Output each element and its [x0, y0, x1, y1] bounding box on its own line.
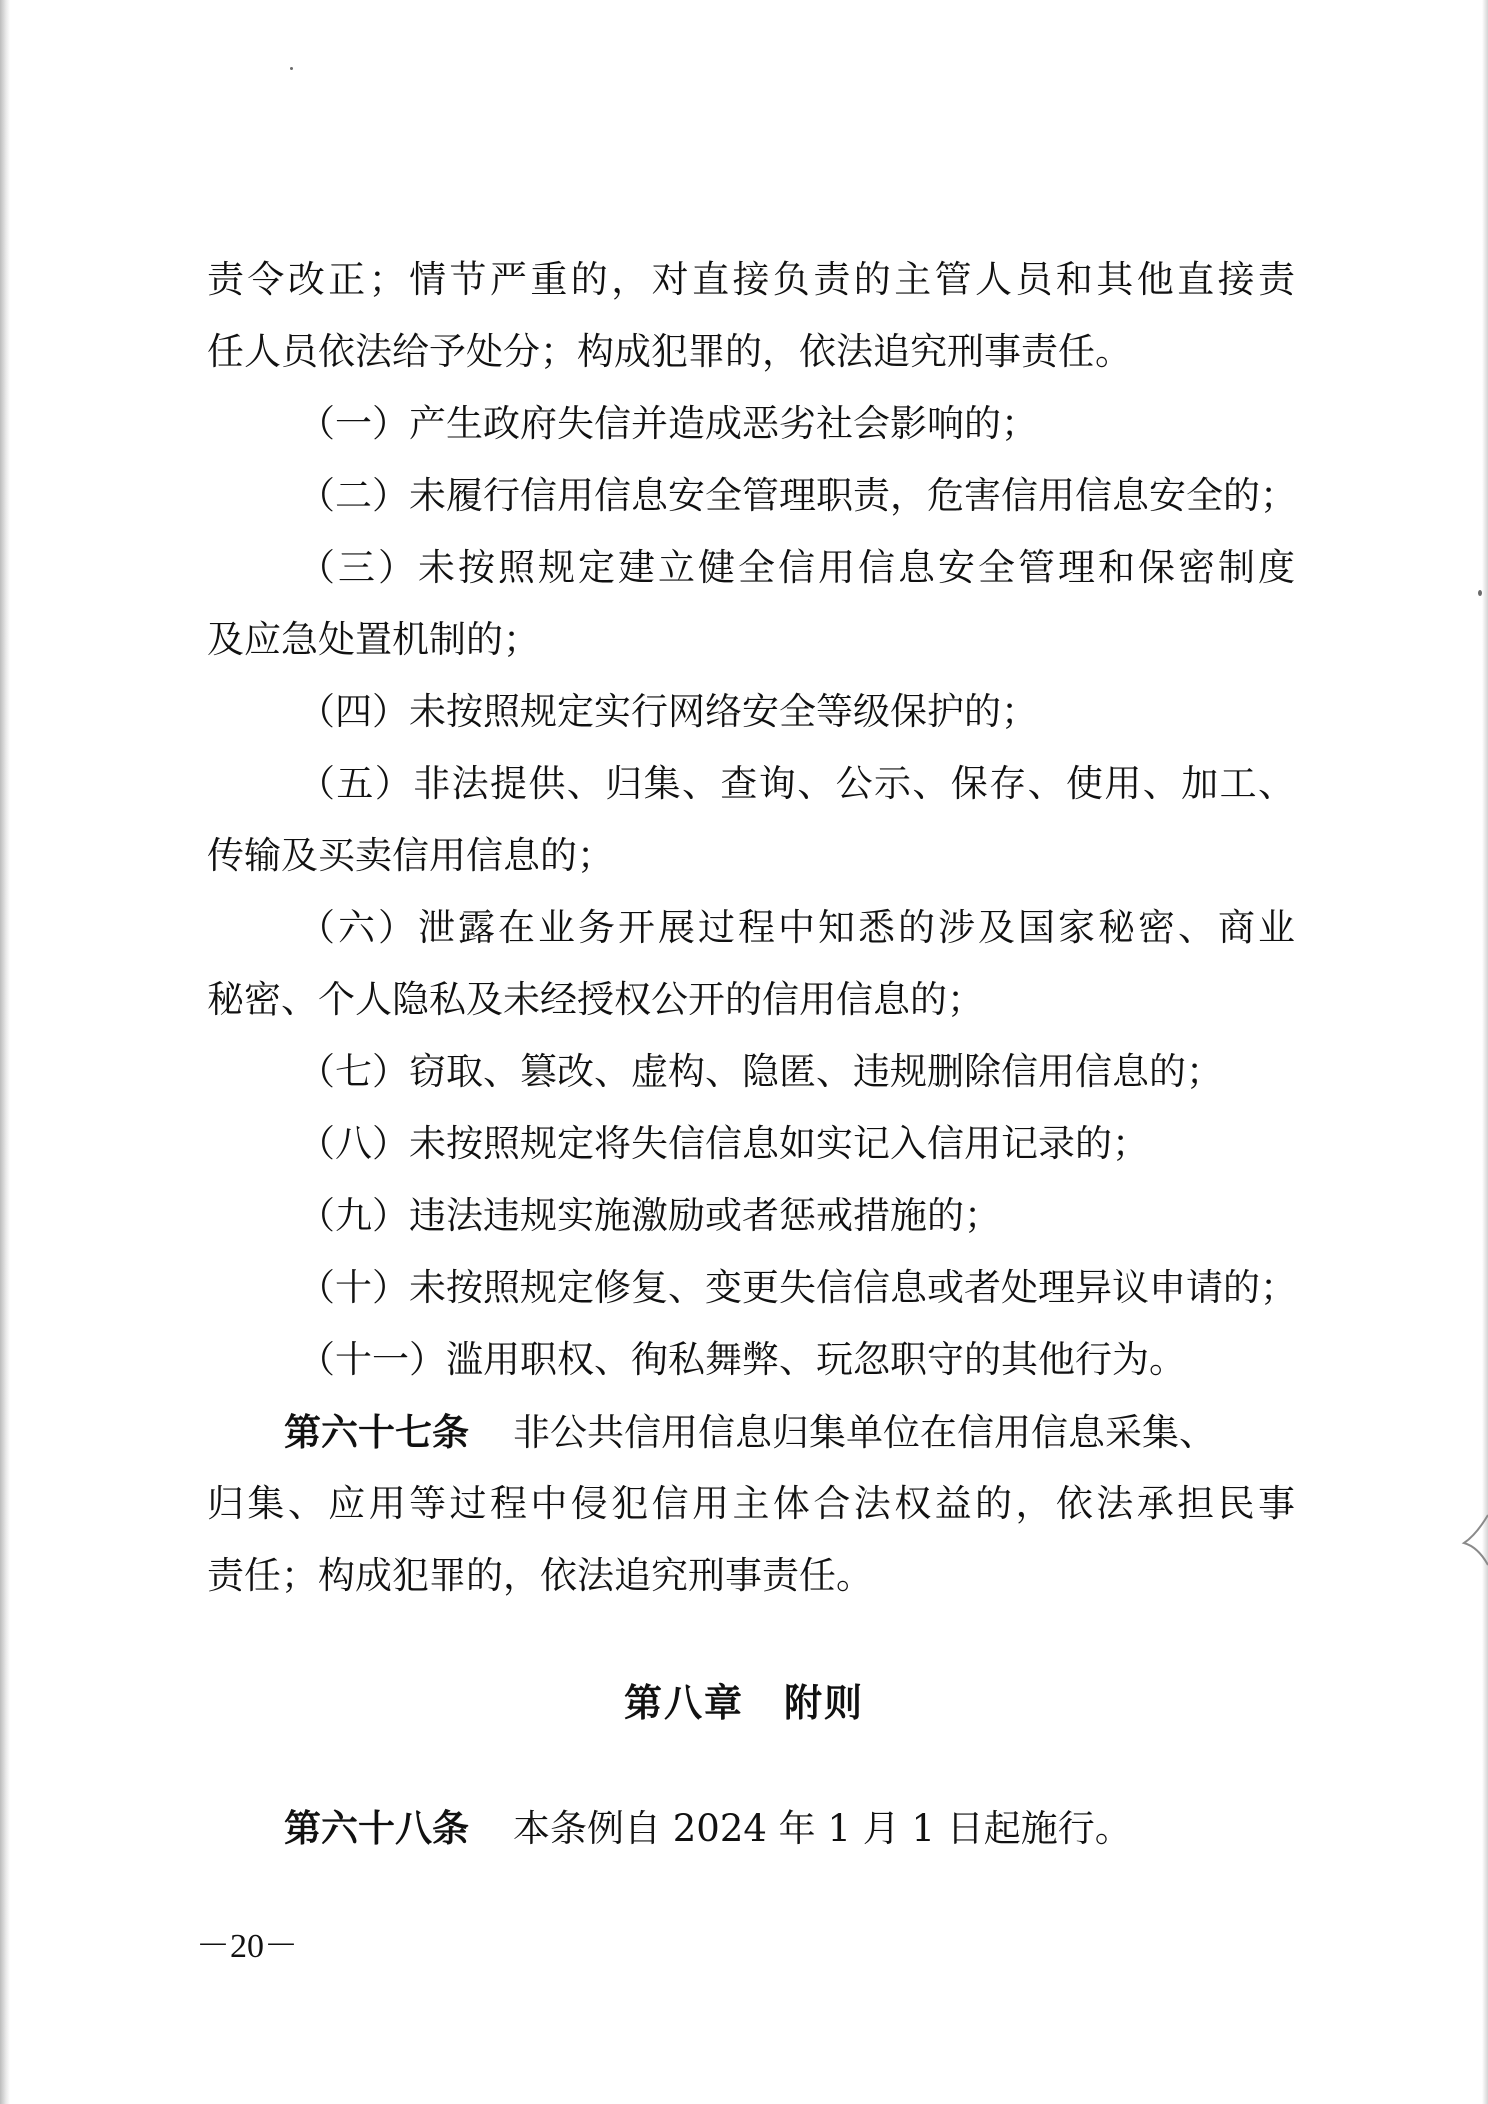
- article-68-text: 本条例自 2024 年 1 月 1 日起施行。: [513, 1807, 1132, 1850]
- list-item-3: （三）未按照规定建立健全信用信息安全管理和保密制度: [298, 546, 1295, 589]
- article-67-line-3: 责任；构成犯罪的，依法追究刑事责任。: [207, 1554, 873, 1597]
- article-67-line-2: 归集、应用等过程中侵犯信用主体合法权益的，依法承担民事: [207, 1482, 1295, 1525]
- list-item-4: （四）未按照规定实行网络安全等级保护的；: [298, 690, 1038, 733]
- list-item-7: （七）窃取、篡改、虚构、隐匿、违规删除信用信息的；: [298, 1050, 1223, 1093]
- body-line-2: 任人员依法给予处分；构成犯罪的，依法追究刑事责任。: [207, 330, 1132, 373]
- scan-speck: [290, 67, 293, 70]
- article-67-text-1: 非公共信用信息归集单位在信用信息采集、: [513, 1411, 1216, 1454]
- list-item-9: （九）违法违规实施激励或者惩戒措施的；: [298, 1194, 1001, 1237]
- article-68-label: 第六十八条: [284, 1806, 469, 1850]
- list-item-6-cont: 秘密、个人隐私及未经授权公开的信用信息的；: [207, 978, 984, 1021]
- scan-left-edge: [0, 0, 10, 2104]
- body-line-1: 责令改正；情节严重的，对直接负责的主管人员和其他直接责: [207, 258, 1295, 301]
- list-item-5-cont: 传输及买卖信用信息的；: [207, 834, 614, 877]
- list-item-10: （十）未按照规定修复、变更失信信息或者处理异议申请的；: [298, 1266, 1297, 1309]
- article-67-label: 第六十七条: [284, 1410, 469, 1454]
- list-item-6: （六）泄露在业务开展过程中知悉的涉及国家秘密、商业: [298, 906, 1295, 949]
- page-number: －20－: [196, 1928, 298, 1965]
- list-item-2: （二）未履行信用信息安全管理职责，危害信用信息安全的；: [298, 474, 1297, 517]
- list-item-3-cont: 及应急处置机制的；: [207, 618, 540, 661]
- article-67-line-1: [284, 1404, 1295, 1460]
- page-tear-mark: [1458, 1505, 1488, 1575]
- list-item-5: （五）非法提供、归集、查询、公示、保存、使用、加工、: [298, 762, 1295, 805]
- list-item-1: （一）产生政府失信并造成恶劣社会影响的；: [298, 402, 1038, 445]
- list-item-11: （十一）滥用职权、徇私舞弊、玩忽职守的其他行为。: [298, 1338, 1186, 1381]
- scan-right-edge: [1482, 0, 1488, 2104]
- chapter-heading: 第八章 附则: [623, 1680, 864, 1725]
- article-68-line: [284, 1800, 1295, 1856]
- scan-speck: [1478, 590, 1482, 596]
- list-item-8: （八）未按照规定将失信信息如实记入信用记录的；: [298, 1122, 1149, 1165]
